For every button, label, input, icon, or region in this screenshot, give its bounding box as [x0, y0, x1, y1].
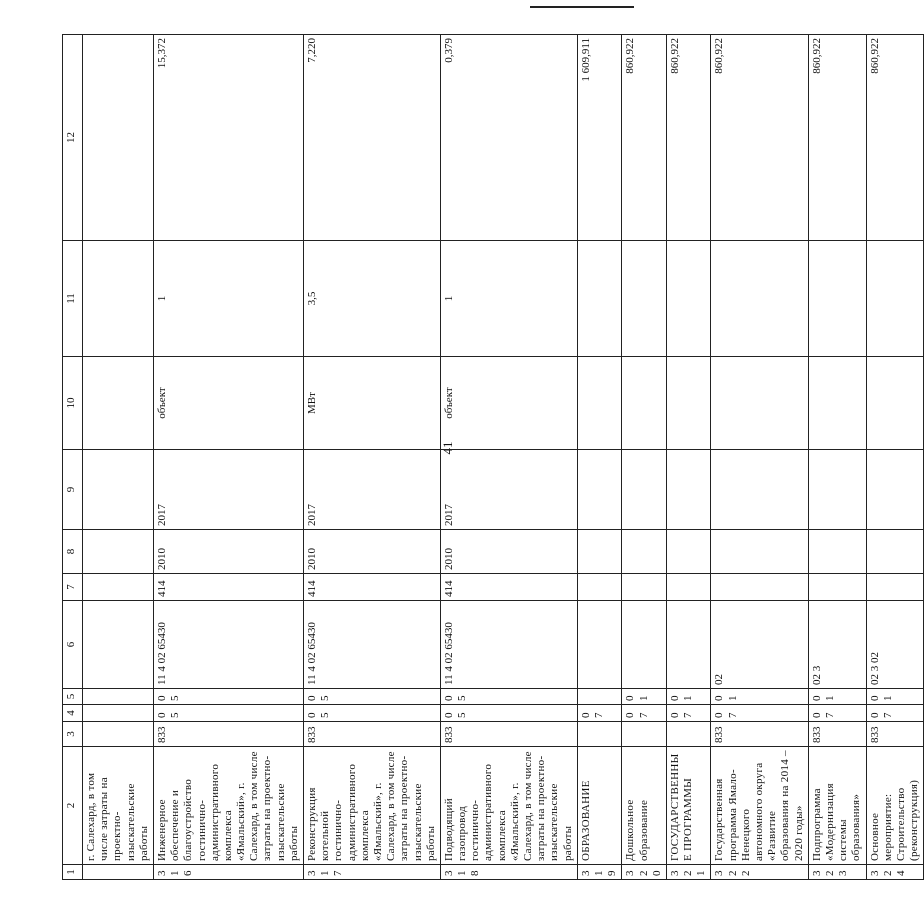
header-cell: 7	[63, 574, 83, 601]
name-cell: Подпрограмма «Модернизация системы образования»	[808, 747, 866, 865]
value-cell	[711, 450, 808, 530]
value-cell: 2010	[153, 530, 303, 574]
value-cell: 833	[440, 722, 577, 747]
value-cell: 07	[808, 705, 866, 722]
value-cell	[666, 574, 711, 601]
value-cell	[622, 357, 667, 450]
value-cell	[622, 601, 667, 689]
value-cell	[622, 450, 667, 530]
header-cell: 3	[63, 722, 83, 747]
value-cell	[711, 357, 808, 450]
value-cell	[711, 530, 808, 574]
header-cell: 4	[63, 705, 83, 722]
row-number-cell: 324	[866, 865, 924, 880]
value-cell: 860,922	[808, 35, 866, 241]
value-cell	[83, 450, 154, 530]
page-number: 41	[440, 441, 455, 455]
value-cell	[666, 722, 711, 747]
value-cell	[808, 241, 866, 357]
header-cell: 1	[63, 865, 83, 880]
value-cell: 0,379	[440, 35, 577, 241]
value-cell	[711, 574, 808, 601]
header-cell: 10	[63, 357, 83, 450]
value-cell	[83, 705, 154, 722]
value-cell: 01	[711, 689, 808, 705]
value-cell: 860,922	[666, 35, 711, 241]
value-cell: 05	[440, 705, 577, 722]
budget-table	[62, 34, 924, 880]
row-number-cell: 318	[440, 865, 577, 880]
rotated-table-frame	[62, 35, 921, 880]
value-cell	[666, 357, 711, 450]
value-cell	[577, 530, 622, 574]
header-cell: 9	[63, 450, 83, 530]
value-cell: 860,922	[866, 35, 924, 241]
value-cell	[808, 357, 866, 450]
table-row	[153, 35, 303, 880]
value-cell: 1	[153, 241, 303, 357]
header-cell: 12	[63, 35, 83, 241]
value-cell	[83, 689, 154, 705]
header-cell: 11	[63, 241, 83, 357]
row-number-cell: 319	[577, 865, 622, 880]
value-cell	[866, 241, 924, 357]
value-cell	[577, 689, 622, 705]
name-cell: г. Салехард, в том числе затраты на проектно-изыскательские работы	[83, 747, 154, 865]
table-row	[666, 35, 711, 880]
value-cell: 860,922	[711, 35, 808, 241]
value-cell	[577, 241, 622, 357]
name-cell: ГОСУДАРСТВЕННЫЕ ПРОГРАММЫ	[666, 747, 711, 865]
value-cell	[83, 241, 154, 357]
value-cell: 05	[153, 689, 303, 705]
header-cell: 5	[63, 689, 83, 705]
value-cell: 11 4 02 65430	[153, 601, 303, 689]
name-cell: Реконструкция котельной гостинично-административного комплекса «Ямальский», г. Салехард, в том числе затраты на проектно-изыскательские работы	[304, 747, 441, 865]
table-row	[622, 35, 667, 880]
value-cell: 02 3	[808, 601, 866, 689]
value-cell	[83, 722, 154, 747]
value-cell: 2017	[153, 450, 303, 530]
name-cell: Подводящий газопровод гостинично-административного комплекса «Ямальский», г. Салехард, в том числе затраты на проектно-изыскательские работы	[440, 747, 577, 865]
header-cell: 8	[63, 530, 83, 574]
value-cell: 05	[440, 689, 577, 705]
value-cell: 2010	[304, 530, 441, 574]
value-cell	[711, 241, 808, 357]
value-cell	[808, 530, 866, 574]
value-cell: 833	[866, 722, 924, 747]
value-cell	[83, 601, 154, 689]
row-number-cell: 322	[711, 865, 808, 880]
value-cell	[666, 241, 711, 357]
value-cell	[622, 530, 667, 574]
value-cell	[83, 574, 154, 601]
value-cell	[622, 241, 667, 357]
value-cell: 7,220	[304, 35, 441, 241]
header-cell: 6	[63, 601, 83, 689]
value-cell	[83, 357, 154, 450]
value-cell: 01	[666, 689, 711, 705]
value-cell: 02 3 02	[866, 601, 924, 689]
value-cell	[83, 530, 154, 574]
value-cell: объект	[153, 357, 303, 450]
value-cell	[577, 574, 622, 601]
value-cell	[83, 35, 154, 241]
row-number-cell: 323	[808, 865, 866, 880]
value-cell: 833	[711, 722, 808, 747]
row-number-cell	[83, 865, 154, 880]
value-cell: 07	[577, 705, 622, 722]
value-cell: 860,922	[622, 35, 667, 241]
value-cell	[666, 530, 711, 574]
table-row	[83, 35, 154, 880]
value-cell: 414	[304, 574, 441, 601]
table-row	[304, 35, 441, 880]
table-row	[866, 35, 924, 880]
row-number-cell: 317	[304, 865, 441, 880]
value-cell: 07	[866, 705, 924, 722]
row-number-cell: 321	[666, 865, 711, 880]
name-cell: Основное мероприятие: Строительство (реконструкция)	[866, 747, 924, 865]
name-cell: Инженерное обеспечение и благоустройство гостинично-административного комплекса «Ямальский», г. Салехард, в том числе затраты на проектно-изыскательские работы	[153, 747, 303, 865]
value-cell	[666, 450, 711, 530]
name-cell: ОБРАЗОВАНИЕ	[577, 747, 622, 865]
table-row	[808, 35, 866, 880]
value-cell: 833	[808, 722, 866, 747]
value-cell: 2017	[304, 450, 441, 530]
value-cell: 15,372	[153, 35, 303, 241]
table-row	[577, 35, 622, 880]
top-rule-line	[530, 6, 634, 8]
value-cell	[577, 450, 622, 530]
value-cell: 01	[808, 689, 866, 705]
value-cell: 11 4 02 65430	[304, 601, 441, 689]
value-cell: 833	[304, 722, 441, 747]
value-cell: 414	[440, 574, 577, 601]
header-cell: 2	[63, 747, 83, 865]
table-row	[711, 35, 808, 880]
name-cell: Государственная программа Ямало-Ненецкого автономного округа «Развитие образования на 2014 – 2020 годы»	[711, 747, 808, 865]
value-cell: МВт	[304, 357, 441, 450]
value-cell	[808, 450, 866, 530]
value-cell	[622, 574, 667, 601]
value-cell: 3,5	[304, 241, 441, 357]
value-cell: 833	[153, 722, 303, 747]
value-cell: 2010	[440, 530, 577, 574]
value-cell: 05	[304, 689, 441, 705]
value-cell	[577, 722, 622, 747]
value-cell	[866, 530, 924, 574]
name-cell: Дошкольное образование	[622, 747, 667, 865]
value-cell: 07	[711, 705, 808, 722]
value-cell: 1 609,911	[577, 35, 622, 241]
value-cell	[866, 574, 924, 601]
row-number-cell: 316	[153, 865, 303, 880]
row-number-cell: 320	[622, 865, 667, 880]
value-cell	[622, 722, 667, 747]
value-cell: 11 4 02 65430	[440, 601, 577, 689]
value-cell	[808, 574, 866, 601]
value-cell	[577, 357, 622, 450]
value-cell: 2017	[440, 450, 577, 530]
value-cell: 07	[622, 705, 667, 722]
value-cell	[866, 357, 924, 450]
value-cell: 02	[711, 601, 808, 689]
value-cell: 05	[153, 705, 303, 722]
header-row	[63, 35, 83, 880]
value-cell: 07	[666, 705, 711, 722]
value-cell	[866, 450, 924, 530]
table-row	[440, 35, 577, 880]
value-cell	[666, 601, 711, 689]
value-cell: 1	[440, 241, 577, 357]
value-cell: объект	[440, 357, 577, 450]
value-cell: 01	[622, 689, 667, 705]
value-cell: 05	[304, 705, 441, 722]
value-cell	[577, 601, 622, 689]
value-cell: 414	[153, 574, 303, 601]
value-cell: 01	[866, 689, 924, 705]
